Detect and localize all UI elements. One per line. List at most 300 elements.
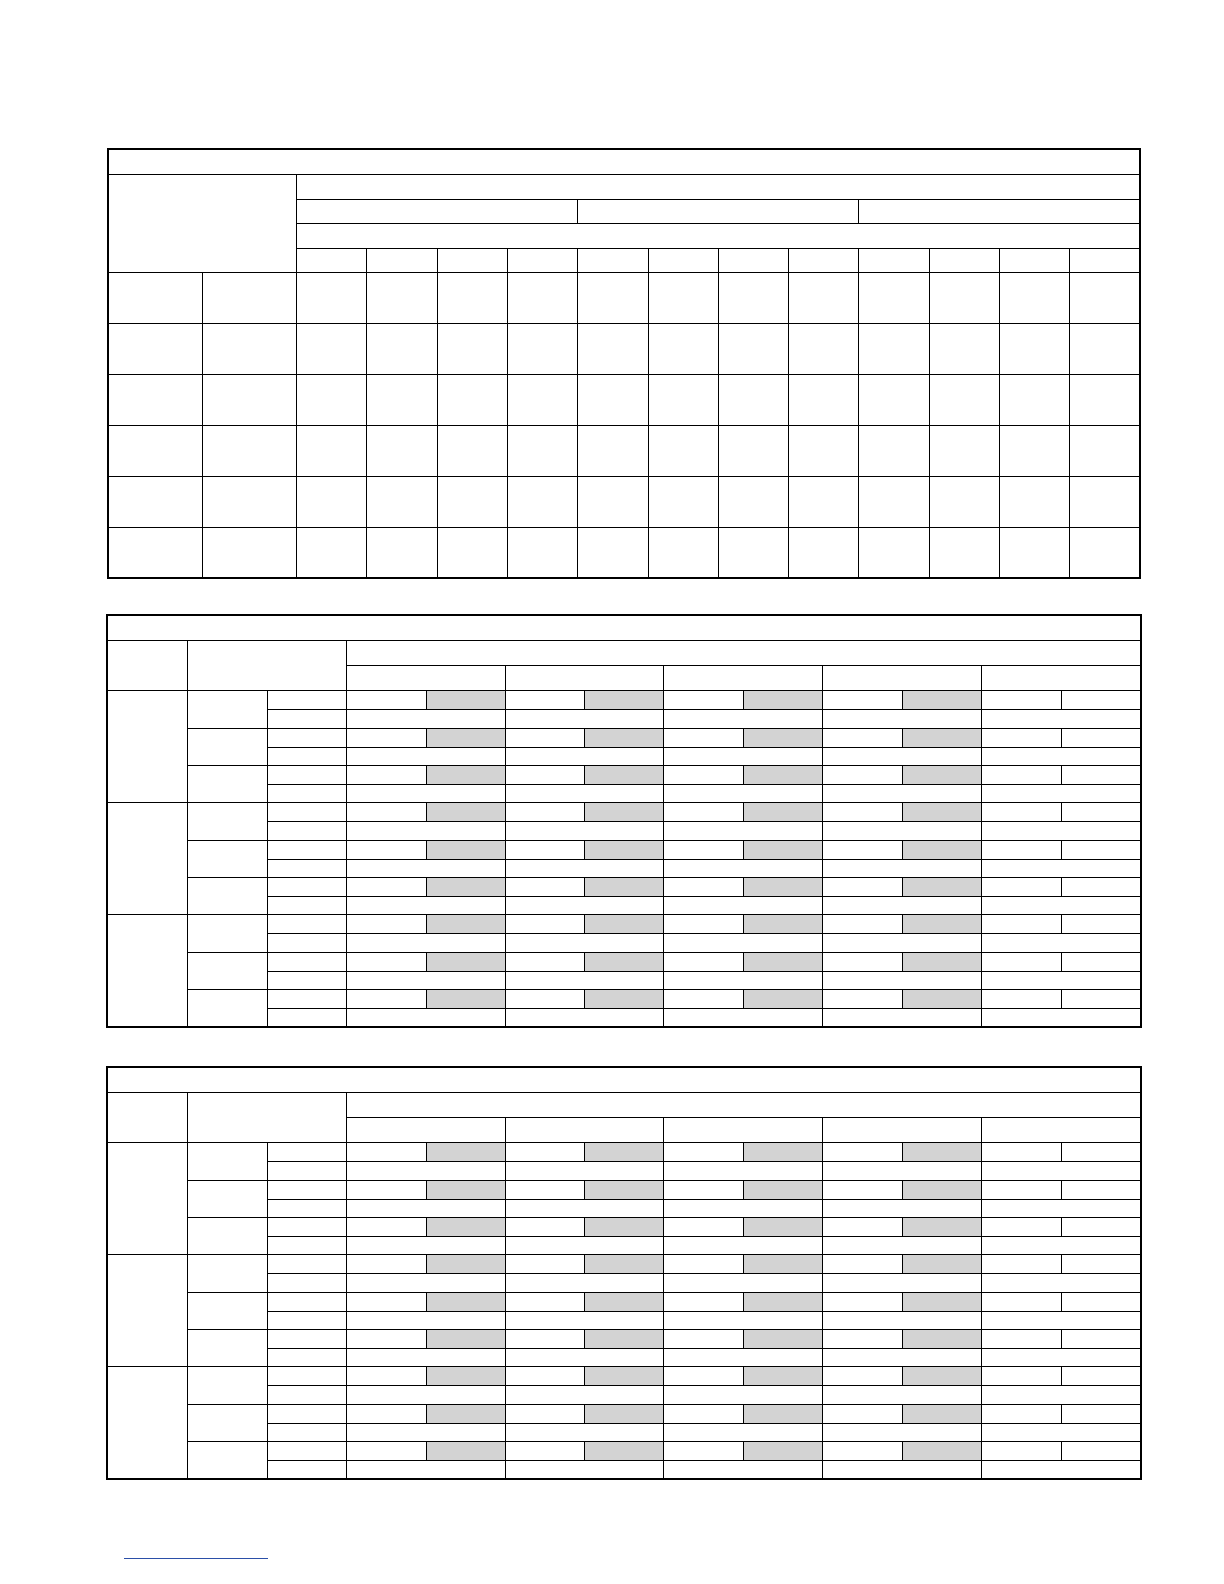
merged-value-cell	[823, 1311, 982, 1329]
row-label-cell	[267, 1237, 346, 1255]
value-cell	[823, 1329, 903, 1348]
shaded-value-cell	[584, 1143, 663, 1162]
merged-value-cell	[663, 1237, 822, 1255]
shaded-value-cell	[584, 1367, 663, 1386]
row-label-cell	[267, 691, 346, 710]
shaded-value-cell	[584, 1329, 663, 1348]
shaded-value-cell	[426, 728, 505, 747]
subgroup-label-cell	[187, 1143, 267, 1180]
value-cell	[982, 952, 1062, 971]
table-row	[107, 765, 1141, 784]
row-label-cell	[267, 1461, 346, 1479]
value-cell	[505, 952, 584, 971]
row-label-cell	[267, 747, 346, 765]
table-title-cell	[108, 149, 1140, 174]
shaded-value-cell	[584, 1404, 663, 1423]
table-row	[107, 803, 1141, 822]
merged-value-cell	[663, 971, 822, 989]
table-title-cell	[107, 615, 1141, 640]
shaded-value-cell	[426, 840, 505, 859]
top-grid-table	[107, 148, 1141, 579]
shaded-value-cell	[584, 691, 663, 710]
header-cell	[346, 640, 1141, 665]
row-label-cell	[267, 1329, 346, 1348]
middle-grid-table	[106, 614, 1142, 1028]
shaded-value-cell	[426, 1255, 505, 1274]
table-row	[107, 1329, 1141, 1348]
merged-value-cell	[823, 859, 982, 877]
merged-value-cell	[505, 859, 663, 877]
shaded-value-cell	[584, 915, 663, 934]
value-cell	[1062, 877, 1141, 896]
column-group-header-cell	[346, 1117, 505, 1142]
value-cell	[1062, 1217, 1141, 1236]
merged-value-cell	[823, 934, 982, 952]
value-cell	[982, 1404, 1062, 1423]
merged-value-cell	[346, 1349, 505, 1367]
subgroup-label-cell	[187, 915, 267, 952]
shaded-value-cell	[903, 915, 982, 934]
value-cell	[823, 765, 903, 784]
value-cell	[663, 1292, 743, 1311]
merged-value-cell	[663, 1461, 822, 1479]
value-cell	[505, 765, 584, 784]
value-cell	[505, 989, 584, 1008]
merged-value-cell	[505, 934, 663, 952]
shaded-value-cell	[903, 1404, 982, 1423]
subgroup-label-cell	[187, 877, 267, 914]
column-group-header-cell	[982, 1117, 1141, 1142]
shaded-value-cell	[744, 1329, 823, 1348]
shaded-value-cell	[903, 728, 982, 747]
merged-value-cell	[505, 822, 663, 840]
value-cell	[505, 1255, 584, 1274]
value-cell	[346, 1329, 426, 1348]
value-cell	[346, 1367, 426, 1386]
value-cell	[346, 1255, 426, 1274]
row-label-cell	[267, 952, 346, 971]
shaded-value-cell	[426, 1441, 505, 1460]
value-cell	[823, 728, 903, 747]
shaded-value-cell	[744, 765, 823, 784]
row-label-cell	[267, 840, 346, 859]
subgroup-label-cell	[187, 840, 267, 877]
shaded-value-cell	[903, 1180, 982, 1199]
value-cell	[982, 1180, 1062, 1199]
merged-value-cell	[663, 822, 822, 840]
value-cell	[663, 915, 743, 934]
value-cell	[1062, 1292, 1141, 1311]
subgroup-header-cell	[187, 640, 346, 690]
value-cell	[982, 1217, 1062, 1236]
merged-value-cell	[505, 1237, 663, 1255]
value-cell	[663, 1441, 743, 1460]
shaded-value-cell	[584, 840, 663, 859]
shaded-value-cell	[426, 1217, 505, 1236]
subgroup-label-cell	[187, 952, 267, 989]
subgroup-label-cell	[187, 989, 267, 1027]
row-label-cell	[267, 1199, 346, 1217]
row-label-cell	[267, 822, 346, 840]
shaded-value-cell	[584, 952, 663, 971]
merged-value-cell	[505, 747, 663, 765]
shaded-value-cell	[426, 989, 505, 1008]
row-label-cell	[267, 1255, 346, 1274]
merged-value-cell	[823, 1349, 982, 1367]
value-cell	[982, 1441, 1062, 1460]
header-cell	[297, 223, 1140, 248]
value-cell	[663, 1329, 743, 1348]
shaded-value-cell	[426, 765, 505, 784]
value-cell	[505, 1217, 584, 1236]
row-label-cell	[267, 728, 346, 747]
merged-value-cell	[346, 1311, 505, 1329]
merged-value-cell	[346, 1237, 505, 1255]
merged-value-cell	[663, 747, 822, 765]
value-cell	[982, 915, 1062, 934]
shaded-value-cell	[426, 1292, 505, 1311]
shaded-value-cell	[903, 691, 982, 710]
merged-value-cell	[982, 934, 1141, 952]
value-cell	[823, 840, 903, 859]
header-group-cell	[297, 199, 578, 223]
shaded-value-cell	[903, 803, 982, 822]
value-cell	[1062, 803, 1141, 822]
value-cell	[346, 989, 426, 1008]
value-cell	[346, 877, 426, 896]
value-cell	[663, 840, 743, 859]
merged-value-cell	[982, 971, 1141, 989]
value-cell	[663, 803, 743, 822]
merged-value-cell	[505, 1274, 663, 1292]
value-cell	[823, 915, 903, 934]
shaded-value-cell	[426, 1329, 505, 1348]
value-cell	[346, 1217, 426, 1236]
shaded-value-cell	[903, 1255, 982, 1274]
value-cell	[823, 952, 903, 971]
merged-value-cell	[505, 1349, 663, 1367]
table-row	[107, 691, 1141, 710]
value-cell	[1062, 1255, 1141, 1274]
value-cell	[1062, 915, 1141, 934]
shaded-value-cell	[744, 1292, 823, 1311]
merged-value-cell	[663, 859, 822, 877]
shaded-value-cell	[584, 1217, 663, 1236]
subgroup-label-cell	[187, 1217, 267, 1254]
value-cell	[823, 1404, 903, 1423]
row-label-cell	[267, 785, 346, 803]
table-row	[107, 915, 1141, 934]
merged-value-cell	[982, 1386, 1141, 1404]
shaded-value-cell	[744, 1217, 823, 1236]
title-row	[107, 615, 1141, 640]
value-cell	[982, 728, 1062, 747]
group-label-cell	[107, 915, 187, 1027]
merged-value-cell	[663, 1423, 822, 1441]
value-cell	[1062, 1329, 1141, 1348]
merged-value-cell	[663, 897, 822, 915]
shaded-value-cell	[584, 877, 663, 896]
table-row	[107, 989, 1141, 1008]
subgroup-label-cell	[187, 1180, 267, 1217]
shaded-value-cell	[903, 840, 982, 859]
merged-value-cell	[823, 747, 982, 765]
subgroup-label-cell	[187, 803, 267, 840]
table-row	[108, 272, 1140, 323]
column-group-header-cell	[982, 665, 1141, 690]
header-cell	[297, 174, 1140, 199]
merged-value-cell	[663, 1349, 822, 1367]
shaded-value-cell	[744, 952, 823, 971]
table-row	[107, 1292, 1141, 1311]
merged-value-cell	[982, 785, 1141, 803]
row-label-cell	[267, 1349, 346, 1367]
value-cell	[982, 1143, 1062, 1162]
row-label-cell	[267, 971, 346, 989]
shaded-value-cell	[903, 1143, 982, 1162]
table-row	[107, 1404, 1141, 1423]
value-cell	[505, 803, 584, 822]
value-cell	[346, 1404, 426, 1423]
value-cell	[982, 1329, 1062, 1348]
merged-value-cell	[982, 1274, 1141, 1292]
shaded-value-cell	[903, 1441, 982, 1460]
value-cell	[982, 765, 1062, 784]
merged-value-cell	[505, 710, 663, 728]
value-cell	[505, 1441, 584, 1460]
merged-value-cell	[346, 1461, 505, 1479]
shaded-value-cell	[903, 1329, 982, 1348]
value-cell	[505, 1329, 584, 1348]
row-label-cell	[267, 1292, 346, 1311]
shaded-value-cell	[744, 1180, 823, 1199]
shaded-value-cell	[426, 1180, 505, 1199]
value-cell	[663, 952, 743, 971]
value-cell	[346, 915, 426, 934]
row-label-cell	[267, 1217, 346, 1236]
merged-value-cell	[982, 859, 1141, 877]
subgroup-header-cell	[187, 1092, 346, 1142]
shaded-value-cell	[584, 1255, 663, 1274]
merged-value-cell	[505, 1009, 663, 1027]
merged-value-cell	[982, 897, 1141, 915]
shaded-value-cell	[744, 728, 823, 747]
value-cell	[1062, 1367, 1141, 1386]
merged-value-cell	[505, 1199, 663, 1217]
value-cell	[823, 1292, 903, 1311]
group-label-cell	[107, 691, 187, 803]
merged-value-cell	[982, 822, 1141, 840]
value-cell	[663, 1217, 743, 1236]
shaded-value-cell	[744, 915, 823, 934]
merged-value-cell	[663, 785, 822, 803]
value-cell	[663, 1180, 743, 1199]
row-label-cell	[267, 1423, 346, 1441]
table-row	[107, 1180, 1141, 1199]
shaded-value-cell	[584, 765, 663, 784]
merged-value-cell	[982, 1162, 1141, 1180]
value-cell	[823, 803, 903, 822]
row-label-cell	[267, 1180, 346, 1199]
table-row	[107, 1367, 1141, 1386]
merged-value-cell	[505, 1461, 663, 1479]
row-label-cell	[267, 934, 346, 952]
row-label-cell	[267, 989, 346, 1008]
merged-value-cell	[346, 710, 505, 728]
value-cell	[505, 1292, 584, 1311]
group-label-cell	[107, 1143, 187, 1255]
row-label-cell	[267, 859, 346, 877]
row-label-cell	[267, 710, 346, 728]
merged-value-cell	[982, 1009, 1141, 1027]
table-row	[108, 425, 1140, 476]
value-cell	[823, 1367, 903, 1386]
merged-value-cell	[982, 1423, 1141, 1441]
value-cell	[505, 915, 584, 934]
value-cell	[982, 803, 1062, 822]
footer-link-rule	[124, 1558, 268, 1559]
value-cell	[663, 1143, 743, 1162]
value-cell	[346, 1292, 426, 1311]
value-cell	[823, 989, 903, 1008]
header-cell	[346, 1092, 1141, 1117]
value-cell	[1062, 691, 1141, 710]
value-cell	[982, 1255, 1062, 1274]
shaded-value-cell	[584, 1180, 663, 1199]
merged-value-cell	[346, 747, 505, 765]
merged-value-cell	[346, 1423, 505, 1441]
subgroup-label-cell	[187, 728, 267, 765]
row-label-cell	[267, 1143, 346, 1162]
shaded-value-cell	[744, 840, 823, 859]
value-cell	[505, 877, 584, 896]
merged-value-cell	[663, 1386, 822, 1404]
value-cell	[1062, 1143, 1141, 1162]
merged-value-cell	[982, 1237, 1141, 1255]
merged-value-cell	[505, 897, 663, 915]
merged-value-cell	[346, 934, 505, 952]
shaded-value-cell	[744, 691, 823, 710]
row-label-cell	[267, 1441, 346, 1460]
value-cell	[823, 1255, 903, 1274]
merged-value-cell	[982, 1349, 1141, 1367]
merged-value-cell	[505, 971, 663, 989]
value-cell	[982, 989, 1062, 1008]
row-label-cell	[267, 765, 346, 784]
merged-value-cell	[982, 1199, 1141, 1217]
merged-value-cell	[663, 710, 822, 728]
value-cell	[823, 1217, 903, 1236]
row-label-cell	[267, 1404, 346, 1423]
merged-value-cell	[346, 971, 505, 989]
row-label-cell	[267, 1009, 346, 1027]
merged-value-cell	[346, 1162, 505, 1180]
value-cell	[505, 728, 584, 747]
merged-value-cell	[823, 1423, 982, 1441]
group-label-cell	[107, 1367, 187, 1479]
header-group-cell	[859, 199, 1140, 223]
subgroup-label-cell	[187, 1367, 267, 1404]
shaded-value-cell	[426, 1367, 505, 1386]
value-cell	[1062, 989, 1141, 1008]
value-cell	[823, 877, 903, 896]
group-header-cell	[107, 1092, 187, 1142]
column-group-header-cell	[505, 1117, 663, 1142]
shaded-value-cell	[584, 803, 663, 822]
merged-value-cell	[982, 747, 1141, 765]
value-cell	[505, 1404, 584, 1423]
shaded-value-cell	[744, 1367, 823, 1386]
value-cell	[346, 1143, 426, 1162]
group-label-cell	[107, 803, 187, 915]
table-row	[107, 1441, 1141, 1460]
table-row	[108, 323, 1140, 374]
column-group-header-cell	[663, 665, 822, 690]
row-label-cell	[267, 1386, 346, 1404]
value-cell	[346, 840, 426, 859]
value-cell	[346, 765, 426, 784]
row-label-cell	[267, 1162, 346, 1180]
value-cell	[663, 1255, 743, 1274]
value-cell	[823, 691, 903, 710]
merged-value-cell	[823, 1199, 982, 1217]
table-row	[107, 1255, 1141, 1274]
value-cell	[1062, 952, 1141, 971]
value-cell	[982, 691, 1062, 710]
merged-value-cell	[663, 1009, 822, 1027]
value-cell	[346, 1441, 426, 1460]
merged-value-cell	[823, 1237, 982, 1255]
value-cell	[346, 728, 426, 747]
merged-value-cell	[823, 1386, 982, 1404]
value-cell	[346, 803, 426, 822]
merged-value-cell	[505, 1423, 663, 1441]
shaded-value-cell	[426, 1143, 505, 1162]
shaded-value-cell	[584, 1292, 663, 1311]
merged-value-cell	[505, 1162, 663, 1180]
table-row	[108, 476, 1140, 527]
shaded-value-cell	[903, 989, 982, 1008]
row-label-cell	[267, 1311, 346, 1329]
merged-value-cell	[982, 710, 1141, 728]
shaded-value-cell	[744, 803, 823, 822]
merged-value-cell	[346, 897, 505, 915]
merged-value-cell	[823, 1274, 982, 1292]
header-group-cell	[578, 199, 859, 223]
merged-value-cell	[346, 785, 505, 803]
column-group-header-cell	[346, 665, 505, 690]
header-row	[107, 640, 1141, 665]
shaded-value-cell	[426, 952, 505, 971]
shaded-value-cell	[426, 915, 505, 934]
subgroup-label-cell	[187, 1441, 267, 1479]
merged-value-cell	[346, 1386, 505, 1404]
column-group-header-cell	[663, 1117, 822, 1142]
subgroup-label-cell	[187, 1292, 267, 1329]
merged-value-cell	[823, 1009, 982, 1027]
value-cell	[663, 765, 743, 784]
merged-value-cell	[663, 1274, 822, 1292]
subgroup-label-cell	[187, 765, 267, 802]
table-title-cell	[107, 1067, 1141, 1092]
value-cell	[982, 1292, 1062, 1311]
value-cell	[982, 877, 1062, 896]
merged-value-cell	[346, 822, 505, 840]
shaded-value-cell	[426, 1404, 505, 1423]
merged-value-cell	[346, 1009, 505, 1027]
group-label-cell	[107, 1255, 187, 1367]
table-row	[107, 728, 1141, 747]
